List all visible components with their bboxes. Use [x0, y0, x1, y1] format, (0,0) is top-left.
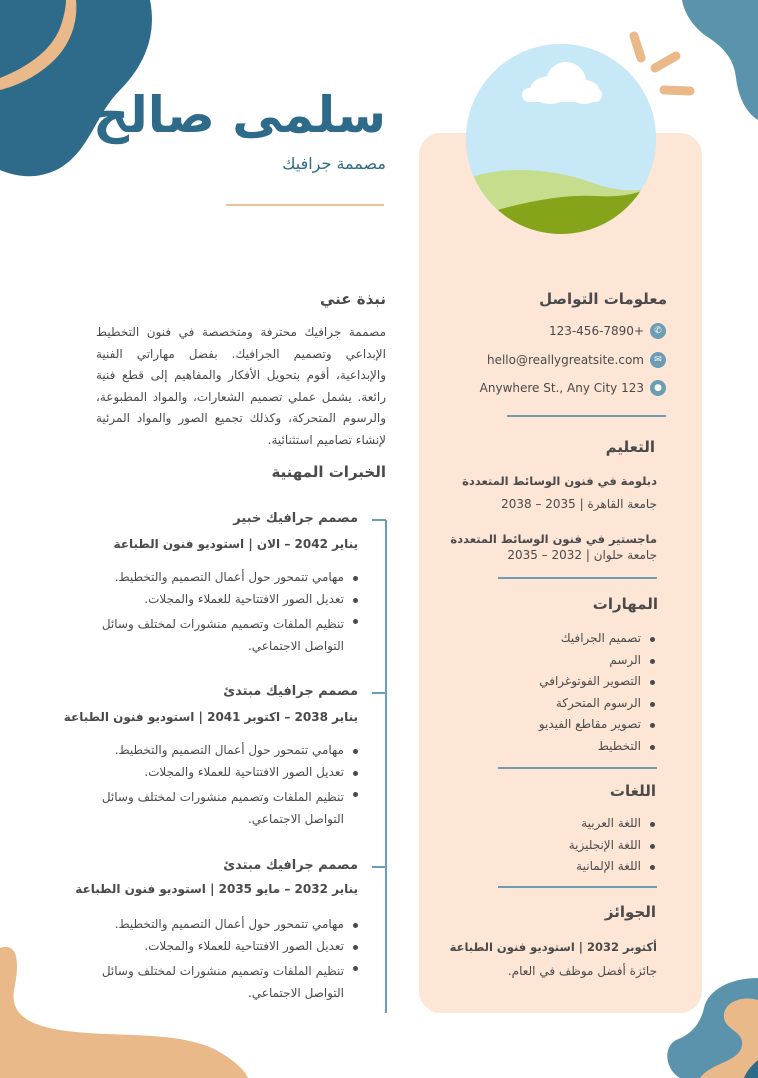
experience-timeline [385, 520, 387, 1013]
skills-list [539, 631, 655, 760]
job-title-3: مصمم جرافيك مبتدئ [223, 858, 358, 873]
skill-item: تصميم الجرافيك [539, 631, 655, 653]
timeline-tick [372, 692, 386, 694]
person-name: سلمى صالح [93, 86, 386, 144]
email-icon: ✉ [650, 352, 666, 368]
contact-address-row [480, 380, 666, 396]
job-meta-2: يناير 2038 – اكتوبر 2041 | استوديو فنون الطباعة [63, 710, 358, 724]
job-bullet: تنظيم الملفات وتصميم منشورات لمختلف وسائل التواصل الاجتماعي. [88, 960, 358, 1004]
job-meta-1: يناير 2042 – الان | استوديو فنون الطباعة [113, 537, 358, 551]
contact-phone: 123-456-7890+ [548, 324, 644, 338]
sun-rays-decoration [634, 36, 690, 91]
skill-item: الرسوم المتحركة [539, 696, 655, 718]
education-detail-2: جامعة حلوان | 2032 – 2035 [507, 548, 657, 562]
language-item: اللغة العربية [569, 816, 655, 838]
education-degree-2: ماجستير في فنون الوسائط المتعددة [450, 532, 657, 546]
award-line-2: جائزة أفضل موظف في العام. [507, 964, 657, 978]
header-divider [226, 204, 384, 206]
award-line-1: أكتوبر 2032 | استوديو فنون الطباعة [449, 940, 657, 954]
about-section-title: نبذة عني [319, 290, 386, 308]
timeline-tick [372, 866, 386, 868]
language-item: اللغة الإنجليزية [569, 838, 655, 860]
language-item: اللغة الإلمانية [569, 859, 655, 881]
contact-email-row [487, 352, 666, 368]
profile-photo [466, 44, 656, 234]
skills-section-title: المهارات [592, 595, 658, 613]
location-icon: ● [650, 380, 666, 396]
phone-icon: ✆ [650, 323, 666, 339]
languages-section-title: اللغات [609, 782, 656, 800]
experience-section-title: الخبرات المهنية [271, 463, 386, 481]
job-bullet: تعديل الصور الافتتاحية للعملاء والمجلات. [88, 765, 358, 787]
skills-divider [498, 767, 657, 769]
contact-phone-row [549, 323, 666, 339]
skill-item: تصوير مقاطع الفيديو [539, 717, 655, 739]
job-bullets-1 [88, 570, 358, 657]
education-section-title: التعليم [605, 438, 655, 456]
timeline-tick [372, 519, 386, 521]
top-right-blob [682, 0, 758, 120]
education-divider [498, 577, 657, 579]
job-bullet: مهامي تتمحور حول أعمال التصميم والتخطيط. [88, 917, 358, 939]
skill-item: التخطيط [539, 739, 655, 761]
job-bullet: مهامي تتمحور حول أعمال التصميم والتخطيط. [88, 743, 358, 765]
job-bullet: تنظيم الملفات وتصميم منشورات لمختلف وسائل التواصل الاجتماعي. [88, 786, 358, 830]
job-bullets-3 [88, 917, 358, 1004]
contact-divider [507, 415, 666, 417]
sidebar-card [419, 133, 702, 1013]
about-text: مصممة جرافيك محترفة ومتخصصة في فنون التخطيط الإبداعي وتصميم الجرافيك. بفضل مهاراتي الفنية والإبداعية، أقوم بتحويل الأفكار والمفاهيم إلى قطع فنية رائعة. يشمل عملي تصميم الشعارات، والمواد المطبوعة، والرسوم المتحركة، وكذلك تجميع الصور والمواد المرئية لإنشاء تصاميم استثنائية. [96, 325, 386, 447]
contact-section-title: معلومات التواصل [539, 290, 667, 308]
education-degree-1: دبلومة في فنون الوسائط المتعددة [462, 474, 657, 488]
job-title-1: مصمم جرافيك خبير [233, 511, 358, 526]
landscape-image [466, 44, 656, 234]
job-bullet: تعديل الصور الافتتاحية للعملاء والمجلات. [88, 592, 358, 614]
languages-list [569, 816, 655, 881]
job-bullets-2 [88, 743, 358, 830]
skill-item: الرسم [539, 653, 655, 675]
job-bullet: تعديل الصور الافتتاحية للعملاء والمجلات. [88, 939, 358, 961]
languages-divider [498, 886, 657, 888]
job-title-2: مصمم جرافيك مبتدئ [223, 684, 358, 699]
job-bullet: مهامي تتمحور حول أعمال التصميم والتخطيط. [88, 570, 358, 592]
job-bullet: تنظيم الملفات وتصميم منشورات لمختلف وسائل التواصل الاجتماعي. [88, 613, 358, 657]
contact-address: Anywhere St., Any City 123 [479, 381, 644, 395]
skill-item: التصوير الفوتوغرافي [539, 674, 655, 696]
job-meta-3: يناير 2032 – مايو 2035 | استوديو فنون الطباعة [75, 882, 358, 896]
awards-section-title: الجوائز [604, 903, 656, 921]
contact-email[interactable]: hello@reallygreatsite.com [486, 353, 644, 367]
education-detail-1: جامعة القاهرة | 2035 – 2038 [501, 497, 657, 511]
person-job-title: مصممة جرافيك [282, 154, 386, 173]
